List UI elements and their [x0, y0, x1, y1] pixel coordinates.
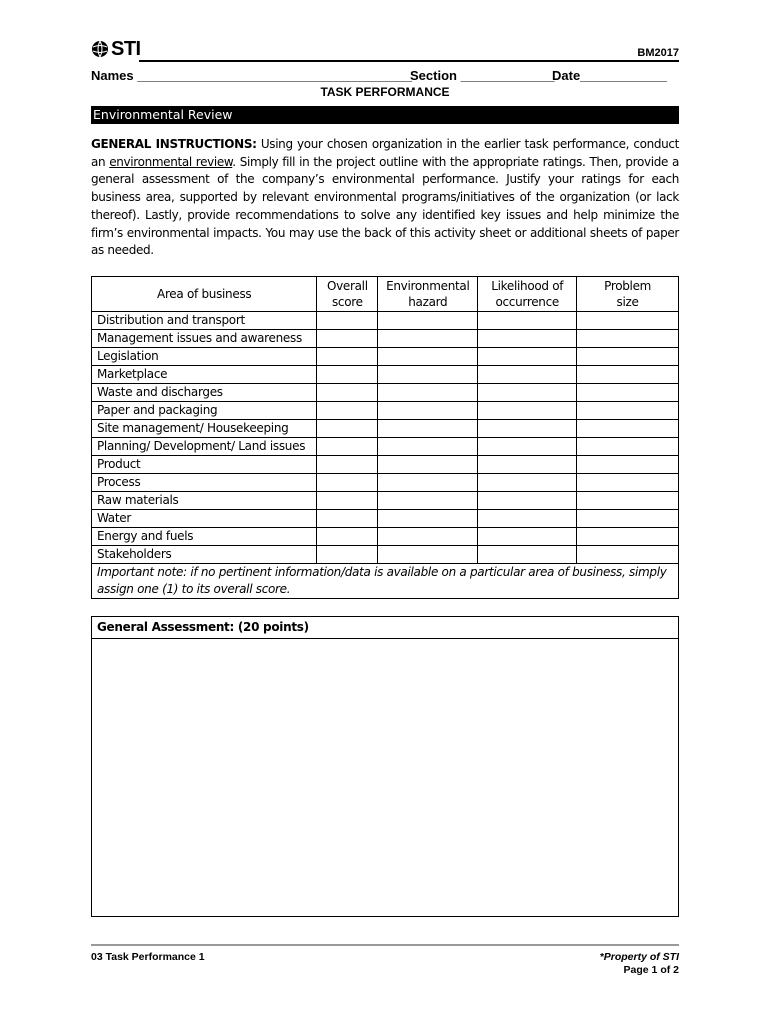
table-row — [92, 401, 679, 419]
problem-size-cell[interactable] — [577, 509, 679, 527]
overall-score-cell[interactable] — [317, 401, 378, 419]
problem-size-cell[interactable] — [577, 365, 679, 383]
likelihood-cell[interactable] — [478, 473, 577, 491]
footer-page-number: Page 1 of 2 — [623, 964, 679, 976]
table-row — [92, 383, 679, 401]
area-of-business-cell: Energy and fuels — [92, 527, 317, 545]
section-field[interactable]: Section _____________ — [410, 68, 555, 83]
table-row — [92, 473, 679, 491]
overall-score-cell[interactable] — [317, 419, 378, 437]
area-of-business-cell: Site management/ Housekeeping — [92, 419, 317, 437]
likelihood-cell[interactable] — [478, 491, 577, 509]
general-instructions — [91, 136, 679, 260]
table-header-row — [92, 276, 679, 311]
environmental-hazard-cell[interactable] — [378, 419, 478, 437]
instructions-underlined: environmental review — [109, 154, 233, 169]
overall-score-cell[interactable] — [317, 347, 378, 365]
problem-size-cell[interactable] — [577, 419, 679, 437]
section-heading: Environmental Review — [91, 106, 679, 124]
likelihood-cell[interactable] — [478, 419, 577, 437]
overall-score-cell[interactable] — [317, 455, 378, 473]
area-of-business-cell: Planning/ Development/ Land issues — [92, 437, 317, 455]
assessment-heading: General Assessment: (20 points) — [92, 617, 678, 639]
overall-score-cell[interactable] — [317, 365, 378, 383]
area-of-business-cell: Waste and discharges — [92, 383, 317, 401]
area-of-business-cell: Marketplace — [92, 365, 317, 383]
table-row — [92, 491, 679, 509]
likelihood-cell[interactable] — [478, 329, 577, 347]
problem-size-cell[interactable] — [577, 491, 679, 509]
table-row — [92, 455, 679, 473]
table-row — [92, 509, 679, 527]
overall-score-cell[interactable] — [317, 329, 378, 347]
problem-size-cell[interactable] — [577, 473, 679, 491]
overall-score-cell[interactable] — [317, 527, 378, 545]
table-row — [92, 365, 679, 383]
table-row — [92, 545, 679, 563]
overall-score-cell[interactable] — [317, 473, 378, 491]
sti-logo — [91, 38, 141, 60]
problem-size-cell[interactable] — [577, 347, 679, 365]
names-field[interactable]: Names ______________________________________ — [91, 68, 412, 83]
table-row — [92, 419, 679, 437]
problem-size-cell[interactable] — [577, 401, 679, 419]
important-note: Important note: if no pertinent information/data is available on a particular area of business, simply assign one (1) to its overall score. — [92, 563, 679, 598]
environmental-hazard-cell[interactable] — [378, 365, 478, 383]
col-header-area: Area of business — [92, 276, 317, 311]
table-note-row — [92, 563, 679, 598]
likelihood-cell[interactable] — [478, 509, 577, 527]
environmental-hazard-cell[interactable] — [378, 401, 478, 419]
problem-size-cell[interactable] — [577, 527, 679, 545]
likelihood-cell[interactable] — [478, 401, 577, 419]
logo-wordmark: STI — [111, 37, 141, 60]
area-of-business-cell: Stakeholders — [92, 545, 317, 563]
likelihood-cell[interactable] — [478, 383, 577, 401]
environmental-hazard-cell[interactable] — [378, 527, 478, 545]
task-title: TASK PERFORMANCE — [320, 85, 450, 99]
problem-size-cell[interactable] — [577, 455, 679, 473]
footer-right — [600, 951, 679, 977]
col-header-overall-score: Overall score — [317, 276, 378, 311]
area-of-business-cell: Product — [92, 455, 317, 473]
environmental-hazard-cell[interactable] — [378, 455, 478, 473]
environmental-hazard-cell[interactable] — [378, 437, 478, 455]
footer-property: *Property of STI — [599, 951, 679, 963]
area-of-business-cell: Water — [92, 509, 317, 527]
problem-size-cell[interactable] — [577, 311, 679, 329]
course-code: BM2017 — [637, 47, 679, 59]
likelihood-cell[interactable] — [478, 455, 577, 473]
environmental-hazard-cell[interactable] — [378, 545, 478, 563]
environmental-hazard-cell[interactable] — [378, 347, 478, 365]
likelihood-cell[interactable] — [478, 365, 577, 383]
likelihood-cell[interactable] — [478, 545, 577, 563]
header-rule — [139, 60, 679, 62]
assessment-answer-area[interactable] — [92, 639, 678, 915]
review-table-body — [92, 311, 679, 598]
problem-size-cell[interactable] — [577, 383, 679, 401]
date-field[interactable]: Date____________ — [552, 68, 667, 83]
area-of-business-cell: Process — [92, 473, 317, 491]
likelihood-cell[interactable] — [478, 311, 577, 329]
problem-size-cell[interactable] — [577, 329, 679, 347]
area-of-business-cell: Management issues and awareness — [92, 329, 317, 347]
page-footer — [91, 944, 679, 976]
footer-rule — [91, 944, 679, 946]
environmental-hazard-cell[interactable] — [378, 473, 478, 491]
environmental-hazard-cell[interactable] — [378, 311, 478, 329]
environmental-hazard-cell[interactable] — [378, 509, 478, 527]
instructions-text-2: . Simply fill in the project outline with the appropriate ratings. Then, provide a general assessment of the company’s environmental performance. Justify your ratings for each business area, supported by relevant environmental programs/initiatives of the organization (or lack thereof). Lastly, provide recommendations to solve any identified key issues and help minimize the firm’s environmental impacts. You may use the back of this activity sheet or additional sheets of paper as needed. — [91, 154, 680, 258]
overall-score-cell[interactable] — [317, 545, 378, 563]
student-info-line — [91, 68, 679, 86]
instructions-lead: GENERAL INSTRUCTIONS: — [91, 137, 257, 151]
table-row — [92, 347, 679, 365]
area-of-business-cell: Paper and packaging — [92, 401, 317, 419]
likelihood-cell[interactable] — [478, 347, 577, 365]
table-row — [92, 329, 679, 347]
overall-score-cell[interactable] — [317, 509, 378, 527]
table-row — [92, 311, 679, 329]
problem-size-cell[interactable] — [577, 437, 679, 455]
overall-score-cell[interactable] — [317, 437, 378, 455]
environmental-hazard-cell[interactable] — [378, 491, 478, 509]
overall-score-cell[interactable] — [317, 491, 378, 509]
col-header-likelihood: Likelihood of occurrence — [478, 276, 577, 311]
globe-icon — [91, 40, 109, 58]
review-table — [91, 276, 679, 599]
problem-size-cell[interactable] — [577, 545, 679, 563]
area-of-business-cell: Distribution and transport — [92, 311, 317, 329]
col-header-problem-size: Problem size — [577, 276, 679, 311]
table-row — [92, 437, 679, 455]
col-header-environmental-hazard: Environmental hazard — [378, 276, 478, 311]
area-of-business-cell: Legislation — [92, 347, 317, 365]
area-of-business-cell: Raw materials — [92, 491, 317, 509]
environmental-hazard-cell[interactable] — [378, 383, 478, 401]
worksheet-page — [91, 32, 679, 917]
overall-score-cell[interactable] — [317, 383, 378, 401]
general-assessment-box — [91, 616, 679, 917]
overall-score-cell[interactable] — [317, 311, 378, 329]
instructions-text-1: Using your chosen organization in the earlier task performance, conduct an — [91, 137, 679, 169]
environmental-hazard-cell[interactable] — [378, 329, 478, 347]
table-row — [92, 527, 679, 545]
likelihood-cell[interactable] — [478, 527, 577, 545]
page-header — [91, 32, 679, 62]
likelihood-cell[interactable] — [478, 437, 577, 455]
footer-doc-title: 03 Task Performance 1 — [91, 951, 205, 963]
